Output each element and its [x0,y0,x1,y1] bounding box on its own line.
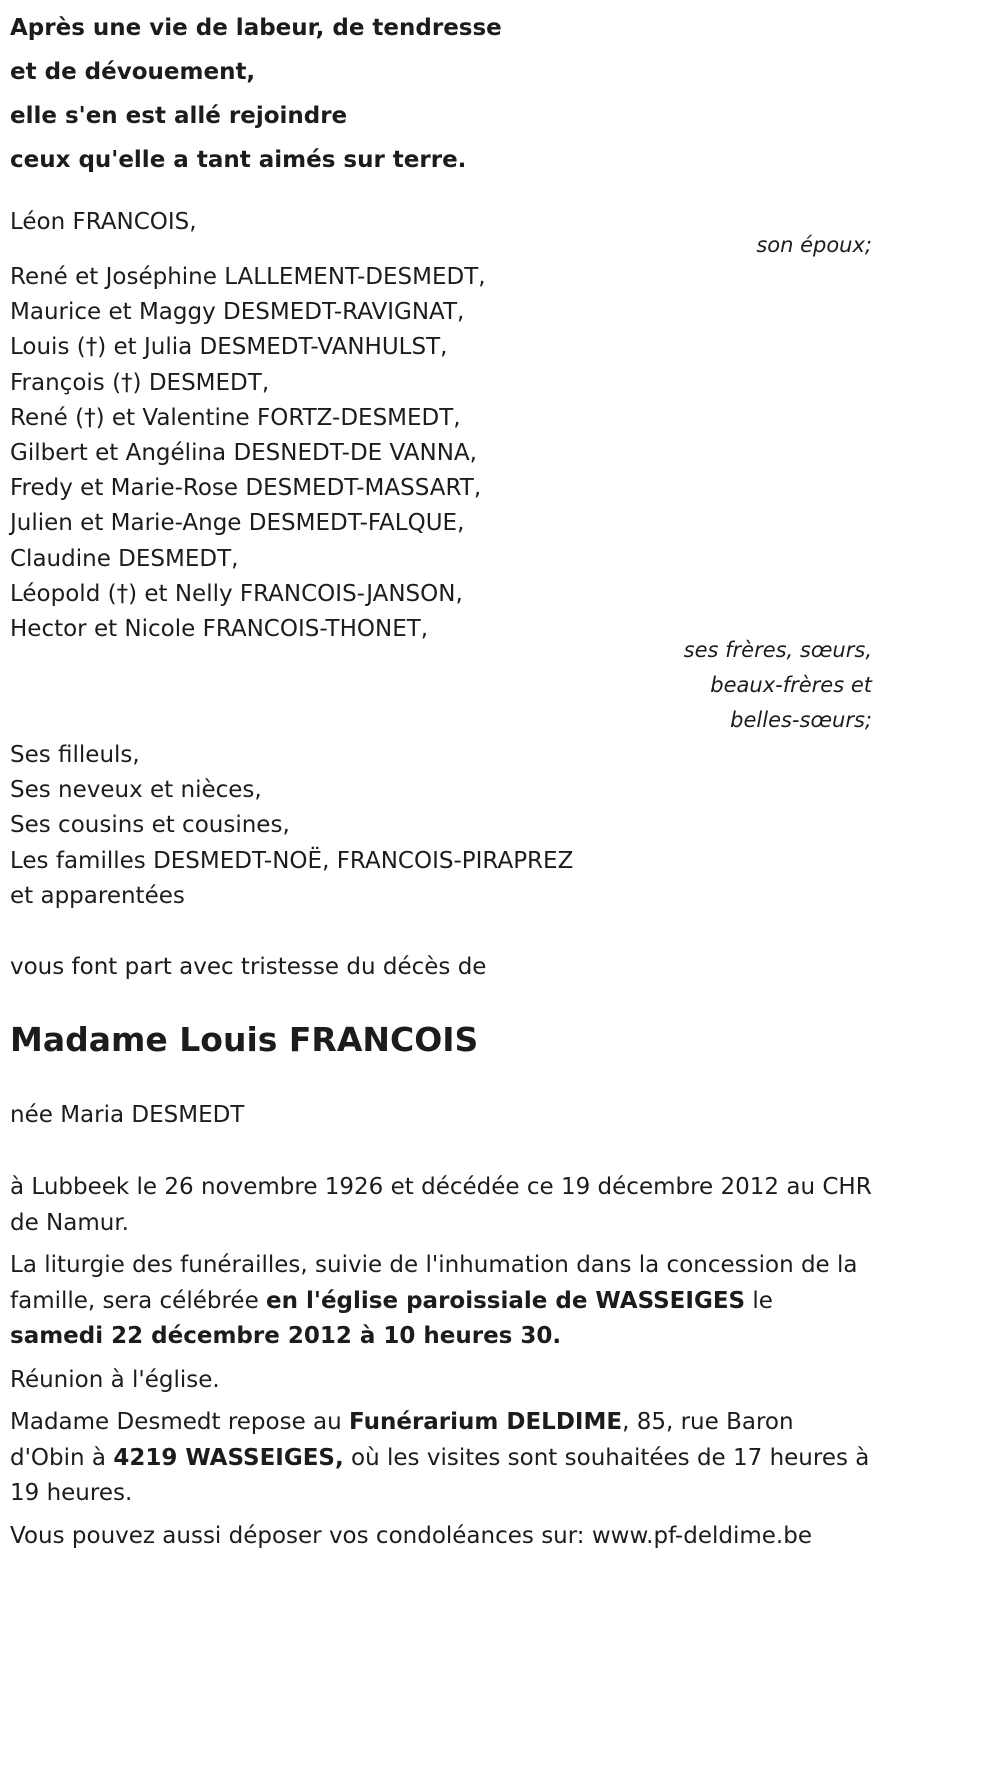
announcement: vous font part avec tristesse du décès de [10,954,487,980]
sibling-entry: Gilbert et Angélina DESNEDT-DE VANNA, [10,439,477,466]
sibling-entry: Fredy et Marie-Rose DESMEDT-MASSART, [10,475,482,502]
intro-line: Après une vie de labeur, de tendresse [10,15,502,41]
relative-entry: Les familles DESMEDT-NOË, FRANCOIS-PIRAPREZ [10,847,574,874]
maiden-name: née Maria DESMEDT [10,1102,245,1128]
sibling-entry: Maurice et Maggy DESMEDT-RAVIGNAT, [10,299,465,326]
sibling-entry: François (†) DESMEDT, [10,369,270,396]
church-name: en l'église paroissiale de WASSEIGES [266,1287,746,1314]
siblings-role: ses frères, sœurs, beaux-frères et belles-sœurs; [683,638,872,733]
intro-line: et de dévouement, [10,59,256,85]
sibling-entry: Julien et Marie-Ange DESMEDT-FALQUE, [10,510,465,537]
spouse-name: Léon FRANCOIS, [10,209,197,235]
relative-entry: et apparentées [10,882,185,909]
birth-death-info: à Lubbeek le 26 novembre 1926 et décédée ce 19 décembre 2012 au CHR de Namur. [10,1174,872,1236]
meeting-info: Réunion à l'église. [10,1367,220,1393]
sibling-entry: Claudine DESMEDT, [10,545,239,572]
sibling-entry: René (†) et Valentine FORTZ-DESMEDT, [10,404,461,431]
other-relatives [10,738,573,914]
condolences-info: Vous pouvez aussi déposer vos condoléances sur: www.pf-deldime.be [10,1523,812,1549]
intro-verse [10,6,502,182]
sibling-entry: Hector et Nicole FRANCOIS-THONET, [10,615,429,642]
spouse-block [10,205,197,240]
intro-line: elle s'en est allé rejoindre [10,103,348,129]
relative-entry: Ses cousins et cousines, [10,812,290,839]
intro-line: ceux qu'elle a tant aimés sur terre. [10,147,467,173]
sibling-entry: Louis (†) et Julia DESMEDT-VANHULST, [10,334,448,361]
funeral-info: La liturgie des funérailles, suivie de l'inhumation dans la concession de la famille, sera célébrée en l'église paroissiale de WASSEIGES le samedi 22 décembre 2012 à 10 heures 30. [10,1252,858,1349]
siblings-list [10,260,486,647]
postal-town: 4219 WASSEIGES, [113,1444,344,1471]
sibling-entry: René et Joséphine LALLEMENT-DESMEDT, [10,264,486,290]
spouse-role: son époux; [756,233,872,257]
funeral-datetime: samedi 22 décembre 2012 à 10 heures 30. [10,1323,562,1349]
deceased-name: Madame Louis FRANCOIS [10,1020,479,1059]
visitation-info: Madame Desmedt repose au Funérarium DELDIME, 85, rue Baron d'Obin à 4219 WASSEIGES, où les visites sont souhaitées de 17 heures à 19 heures. [10,1409,870,1506]
funeral-home-name: Funérarium DELDIME [349,1409,623,1435]
relative-entry: Ses filleuls, [10,742,140,768]
relative-entry: Ses neveux et nièces, [10,777,262,804]
sibling-entry: Léopold (†) et Nelly FRANCOIS-JANSON, [10,580,463,607]
